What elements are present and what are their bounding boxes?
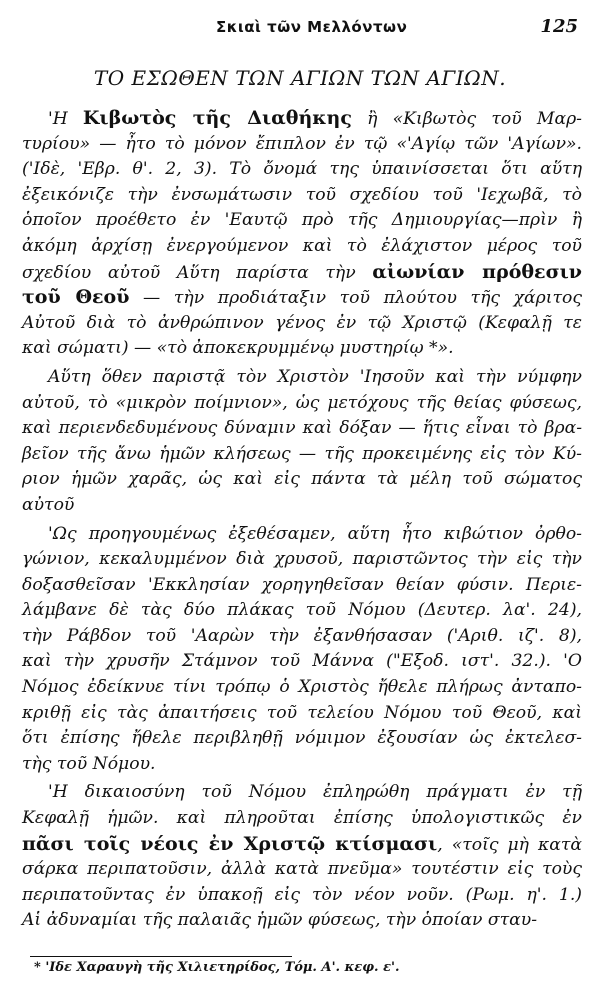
- text-segment: βεῖον τῆς ἄνω ἡμῶν κλήσεως — τῆς προκειμένης εἰς τὸν Κύ-: [22, 443, 582, 464]
- text-line: [22, 157, 582, 183]
- text-line: [22, 624, 582, 650]
- text-line: [22, 260, 582, 286]
- bold-phrase: τοῦ Θεοῦ: [22, 286, 130, 309]
- text-segment: Αὐτοῦ διὰ τὸ ἀνθρώπινον γένος ἐν τῷ Χριστῷ (Κεφαλῇ τε: [22, 312, 582, 333]
- paragraph: [22, 106, 582, 362]
- text-line: [22, 416, 582, 442]
- text-segment: 'Ως προηγουμένως ἐξεθέσαμεν, αὕτη ἦτο κιβώτιον ὀρθο-: [48, 523, 582, 544]
- text-line: [22, 365, 582, 391]
- text-line: [22, 883, 582, 909]
- text-line: [22, 106, 582, 132]
- text-segment: ριον ἡμῶν χαρᾶς, ὡς καὶ εἰς πάντα τὰ μέλη τοῦ σώματος: [22, 469, 582, 490]
- text-segment: , «τοῖς μὴ κατὰ: [437, 834, 582, 855]
- text-segment: ἀκόμη ἀρχίσῃ ἐνεργούμενον καὶ τὸ ἐλάχιστον μέρος τοῦ: [22, 235, 582, 256]
- text-line: [22, 132, 582, 158]
- text-line: [22, 391, 582, 417]
- text-line: [22, 522, 582, 548]
- text-line: [22, 467, 582, 493]
- text-line: [22, 285, 582, 311]
- text-line: [22, 598, 582, 624]
- text-segment: ἢ «Κιβωτὸς τοῦ Μαρ-: [351, 109, 582, 129]
- text-line: [22, 675, 582, 701]
- text-segment: καὶ τὴν χρυσῆν Στάμνον τοῦ Μάννα ("Εξοδ. ιστ'. 32.). 'Ο: [22, 651, 582, 672]
- text-line: [22, 442, 582, 468]
- text-segment: αὐτοῦ, τὸ «μικρὸν ποίμνιον», ὡς μετόχους τῆς θείας φύσεως,: [22, 392, 582, 413]
- bold-phrase: Κιβωτὸς τῆς Διαθήκης: [82, 107, 352, 129]
- text-line: [22, 832, 582, 858]
- bold-phrase: πᾶσι τοῖς νέοις ἐν Χριστῷ κτίσμασι: [22, 832, 438, 855]
- running-header: [0, 14, 600, 44]
- text-segment: 'Η: [48, 109, 83, 129]
- paragraph: [22, 780, 582, 934]
- text-segment: ἐξεικόνιζε τὴν ἐνσωμάτωσιν τοῦ σχεδίου τοῦ 'Ιεχωβᾶ, τὸ: [22, 184, 582, 205]
- running-title: Σκιαὶ τῶν Μελλόντων: [216, 18, 408, 36]
- text-segment: δοξασθεῖσαν 'Εκκλησίαν χορηγηθεῖσαν θείαν φύσιν. Περιε-: [22, 574, 582, 595]
- footnote-divider: [30, 956, 292, 957]
- text-segment: λάμβανε δὲ τὰς δύο πλάκας τοῦ Νόμου (Δευτερ. λα'. 24),: [22, 600, 582, 621]
- text-segment: — τὴν προδιάταξιν τοῦ πλούτου τῆς χάριτος: [129, 288, 582, 309]
- section-title: ΤΟ ΕΣΩΘΕΝ ΤΩΝ ΑΓΙΩΝ ΤΩΝ ΑΓΙΩΝ.: [93, 66, 507, 90]
- text-line: [22, 208, 582, 234]
- text-line: [22, 780, 582, 806]
- text-line: [22, 649, 582, 675]
- text-segment: Κεφαλῇ ἡμῶν. καὶ πληροῦται ἐπίσης ὑπολογιστικῶς ἐν: [22, 808, 582, 829]
- text-segment: καὶ περιενδεδυμένους δύναμιν καὶ δόξαν — ἥτις εἶναι τὸ βρα-: [22, 418, 582, 439]
- text-segment: ὁποῖον προέθετο ἐν 'Εαυτῷ πρὸ τῆς Δημιουργίας—πρὶν ἢ: [22, 210, 582, 231]
- text-segment: ('Ιδὲ, 'Εβρ. θ'. 2, 3). Τὸ ὄνομά της ὑπαινίσσεται ὅτι αὕτη: [22, 159, 582, 180]
- text-line: [22, 336, 582, 362]
- text-segment: τὴν Ράβδον τοῦ 'Ααρὼν τὴν ἐξανθήσασαν ('Αριθ. ιζ'. 8),: [22, 625, 582, 646]
- bold-phrase: αἰωνίαν πρόθεσιν: [372, 260, 582, 283]
- text-line: [22, 311, 582, 337]
- text-segment: σχεδίου αὐτοῦ Αὕτη παρίστα τὴν: [22, 262, 373, 283]
- text-segment: γώνιον, κεκαλυμμένον διὰ χρυσοῦ, παριστῶντος τὴν εἰς τὴν: [22, 549, 582, 570]
- text-line: [22, 183, 582, 209]
- text-line: [22, 573, 582, 599]
- page-number: 125: [540, 16, 578, 37]
- paragraph: [22, 365, 582, 519]
- text-line: [22, 752, 582, 778]
- text-line: [22, 493, 582, 519]
- text-segment: Αἱ ἀδυναμίαι τῆς παλαιᾶς ἡμῶν φύσεως, τὴν ὁποίαν σταυ-: [22, 910, 537, 931]
- text-segment: ὅτι ἐπίσης ἤθελε περιβληθῇ νόμιμον ἐξουσίαν ὡς ἐκτελεσ-: [22, 728, 582, 749]
- text-segment: περιπατοῦντας ἐν ὑπακοῇ εἰς τὸν νέον νοῦν. (Ρωμ. η'. 1.): [22, 884, 582, 905]
- body-text: [22, 106, 582, 934]
- text-line: [22, 547, 582, 573]
- text-line: [22, 806, 582, 832]
- paragraph: [22, 522, 582, 778]
- text-segment: σάρκα περιπατοῦσιν, ἀλλὰ κατὰ πνεῦμα» τουτέστιν εἰς τοὺς: [22, 859, 582, 880]
- text-line: [22, 701, 582, 727]
- text-segment: Αὕτη ὅθεν παριστᾷ τὸν Χριστὸν 'Ιησοῦν καὶ τὴν νύμφην: [48, 366, 582, 387]
- text-segment: τὴς τοῦ Νόμου.: [22, 753, 156, 774]
- text-line: [22, 234, 582, 260]
- text-segment: τυρίου» — ἦτο τὸ μόνον ἔπιπλον ἐν τῷ «'Αγίῳ τῶν 'Αγίων».: [22, 133, 582, 154]
- text-segment: 'Η δικαιοσύνη τοῦ Νόμου ἐπληρώθη πράγματι ἐν τῇ: [48, 782, 582, 803]
- text-segment: Νόμος ἐδείκνυε τίνι τρόπῳ ὁ Χριστὸς ἤθελε πλήρως ἀνταπο-: [22, 677, 582, 698]
- text-line: [22, 726, 582, 752]
- text-line: [22, 908, 582, 934]
- text-segment: αὐτοῦ: [22, 494, 75, 515]
- footnote: * 'Ιδε Χαραυγὴ τῆς Χιλιετηρίδος, Τόμ. Α'. κεφ. ε'.: [34, 960, 400, 975]
- text-line: [22, 857, 582, 883]
- text-segment: κριθῇ εἰς τὰς ἀπαιτήσεις τοῦ τελείου Νόμου τοῦ Θεοῦ, καὶ: [22, 702, 582, 723]
- text-segment: καὶ σώματι) — «τὸ ἀποκεκρυμμένῳ μυστηρίῳ *».: [22, 338, 454, 359]
